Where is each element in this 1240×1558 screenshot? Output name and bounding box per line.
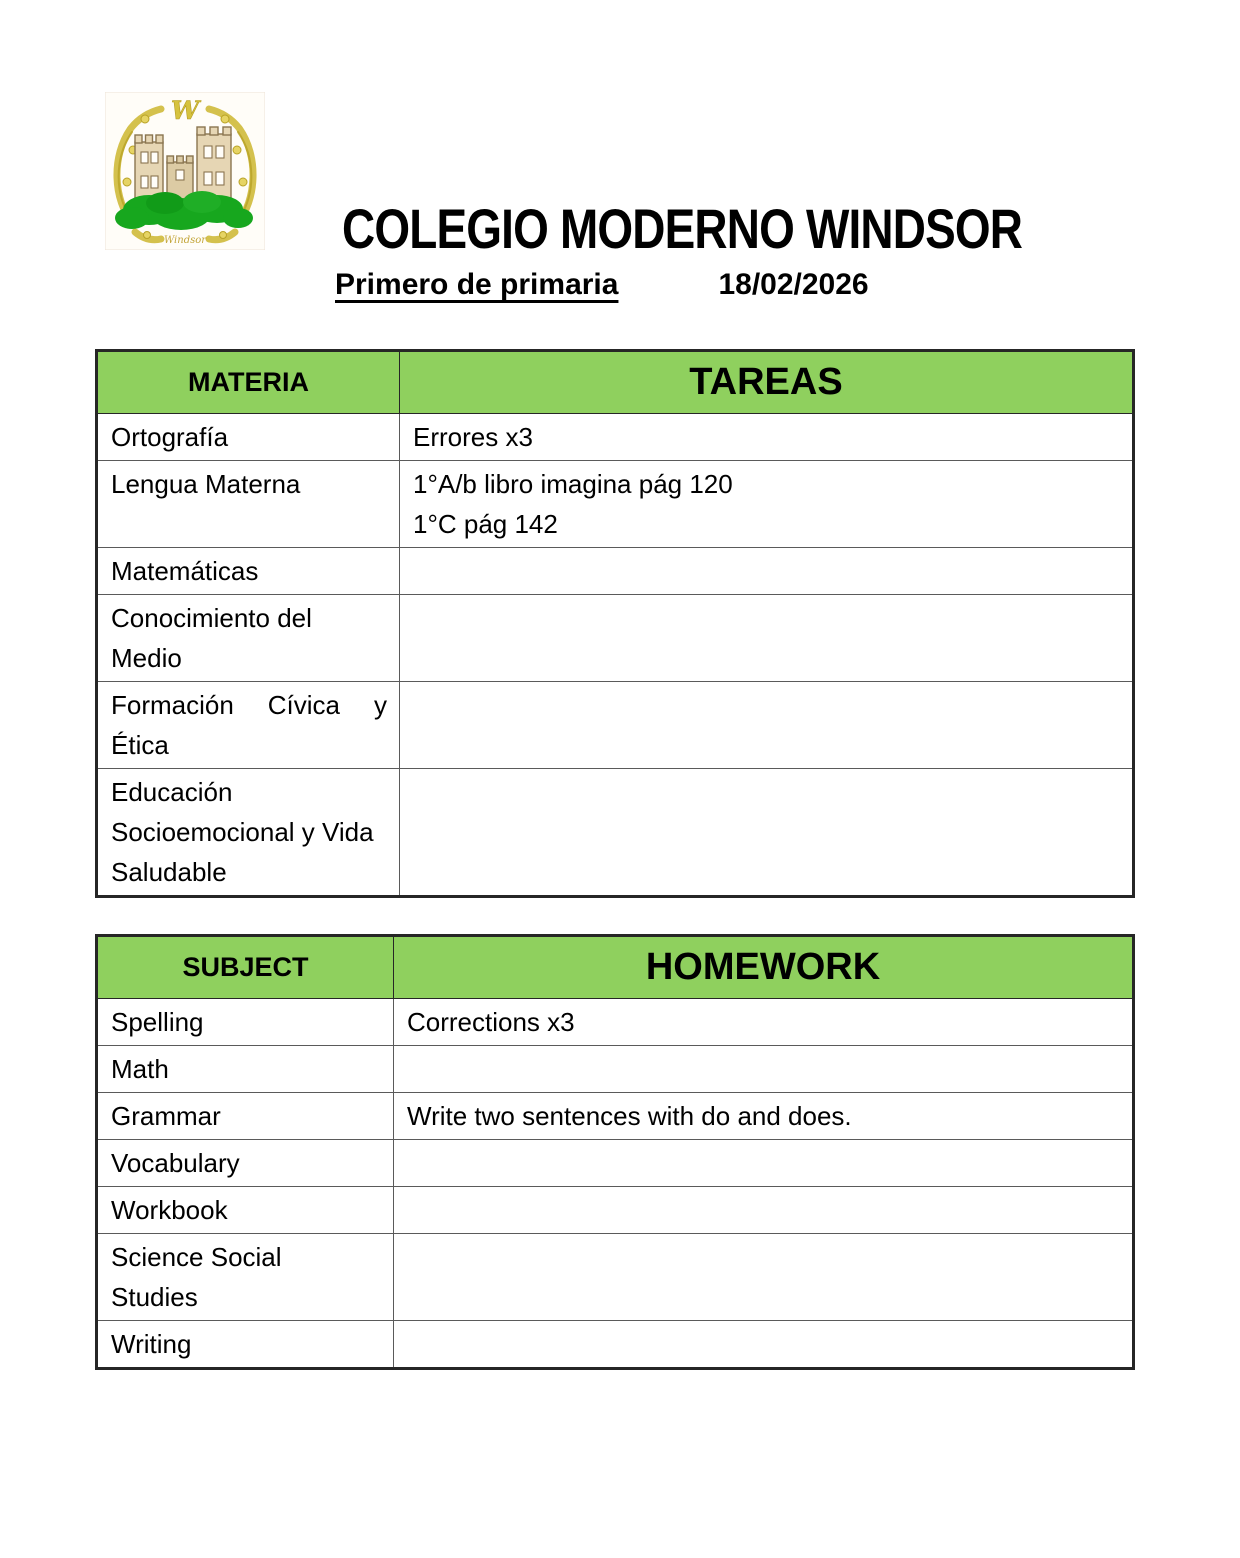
subject-cell: Vocabulary	[97, 1140, 394, 1187]
table-row	[97, 1321, 1134, 1369]
homework-cell	[394, 1321, 1134, 1369]
homework-cell	[394, 1046, 1134, 1093]
homework-cell	[394, 1234, 1134, 1321]
subject-column-header: SUBJECT	[97, 936, 394, 999]
homework-cell: 1°A/b libro imagina pág 120 1°C pág 142	[400, 461, 1134, 548]
w-monogram: W	[170, 96, 200, 125]
table-row	[97, 461, 1134, 548]
table-row	[97, 548, 1134, 595]
subject-cell: Spelling	[97, 999, 394, 1046]
spanish-homework-table	[95, 349, 1135, 898]
homework-column-header: HOMEWORK	[394, 936, 1134, 999]
table-row	[97, 1140, 1134, 1187]
date-label: 18/02/2026	[718, 268, 869, 301]
school-crest-logo	[105, 92, 265, 250]
subject-cell: Educación Socioemocional y Vida Saludable	[97, 769, 400, 897]
subheader-row	[335, 268, 869, 302]
subject-cell: Conocimiento del Medio	[97, 595, 400, 682]
table-row	[97, 682, 1134, 769]
table-row	[97, 1093, 1134, 1140]
homework-cell	[400, 595, 1134, 682]
castle-crest-icon	[105, 92, 265, 250]
table-header-row	[97, 351, 1134, 414]
subject-cell: Matemáticas	[97, 548, 400, 595]
table-row	[97, 769, 1134, 897]
table-row	[97, 1187, 1134, 1234]
grade-label: Primero de primaria	[335, 268, 619, 301]
tareas-column-header: TAREAS	[400, 351, 1134, 414]
english-homework-table	[95, 934, 1135, 1370]
homework-cell: Errores x3	[400, 414, 1134, 461]
table-header-row	[97, 936, 1134, 999]
homework-cell: Corrections x3	[394, 999, 1134, 1046]
table-row	[97, 1234, 1134, 1321]
homework-cell	[394, 1187, 1134, 1234]
homework-cell	[394, 1140, 1134, 1187]
subject-cell: Ortografía	[97, 414, 400, 461]
table-row	[97, 1046, 1134, 1093]
homework-cell	[400, 682, 1134, 769]
subject-cell: Lengua Materna	[97, 461, 400, 548]
subject-cell: Grammar	[97, 1093, 394, 1140]
homework-cell	[400, 548, 1134, 595]
homework-cell	[400, 769, 1134, 897]
logo-caption: Windsor	[163, 235, 207, 246]
table-row	[97, 414, 1134, 461]
table-row	[97, 595, 1134, 682]
school-name-title: COLEGIO MODERNO WINDSOR	[342, 197, 1023, 260]
materia-column-header: MATERIA	[97, 351, 400, 414]
subject-cell: Math	[97, 1046, 394, 1093]
subject-cell: Science Social Studies	[97, 1234, 394, 1321]
subject-cell: Workbook	[97, 1187, 394, 1234]
subject-cell: Writing	[97, 1321, 394, 1369]
subject-cell: Formación Cívica y Ética	[97, 682, 400, 769]
homework-cell: Write two sentences with do and does.	[394, 1093, 1134, 1140]
table-row	[97, 999, 1134, 1046]
